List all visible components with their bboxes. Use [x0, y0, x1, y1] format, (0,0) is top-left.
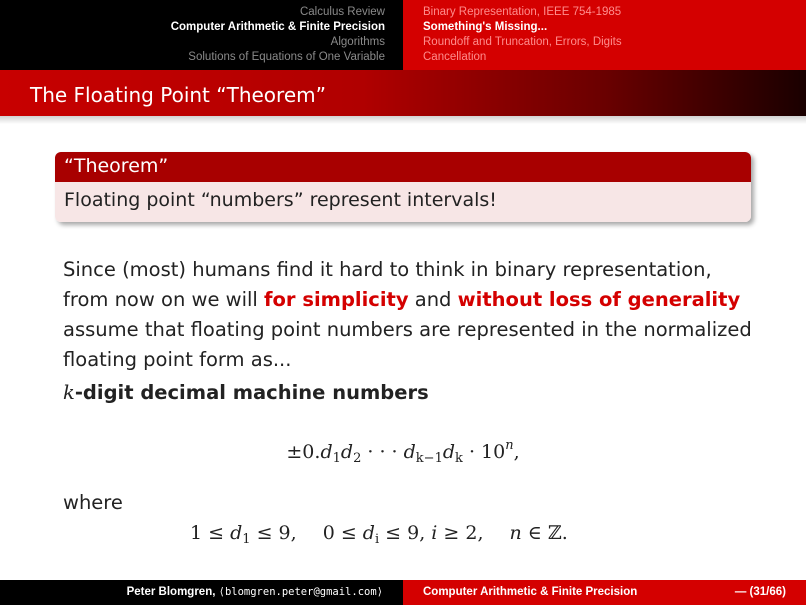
- theorem-block-title: “Theorem”: [55, 152, 751, 182]
- nav-section-computer-arithmetic[interactable]: Computer Arithmetic & Finite Precision: [170, 21, 385, 33]
- eq1-sign: ±0.: [286, 441, 321, 463]
- section-nav: [0, 0, 403, 70]
- nav-subsection-binary-representation[interactable]: Binary Representation, IEEE 754-1985: [423, 6, 622, 18]
- eq1-exponent: n: [505, 438, 514, 453]
- eq1-times-ten: · 10: [462, 441, 506, 463]
- eq1-subk: k: [455, 451, 463, 466]
- eq2-c2-sub: i: [374, 532, 380, 547]
- alert-without-loss-of-generality: without loss of generality: [457, 288, 741, 311]
- title-shadow: [0, 116, 806, 124]
- footer-title: Computer Arithmetic & Finite Precision: [423, 586, 638, 598]
- eq1-dots: · · ·: [361, 441, 404, 463]
- subsection-nav: [403, 0, 806, 70]
- body-paragraph: [63, 255, 753, 375]
- definition-text: -digit decimal machine numbers: [74, 381, 429, 404]
- nav-section-solutions-of-equations[interactable]: Solutions of Equations of One Variable: [188, 51, 385, 63]
- eq2-c2-rhs: ≤ 9,: [379, 522, 432, 544]
- eq1-comma: ,: [513, 441, 520, 463]
- paragraph-text-2: and: [408, 288, 458, 311]
- machine-number-formula: [0, 438, 806, 466]
- footer-page-number: — (31/66): [734, 586, 786, 598]
- eq2-c1-lhs: 1 ≤: [190, 522, 231, 544]
- nav-subsection-roundoff-truncation[interactable]: Roundoff and Truncation, Errors, Digits: [423, 36, 622, 48]
- eq2-c1-rhs: ≤ 9,: [250, 522, 297, 544]
- theorem-block: [55, 152, 751, 222]
- eq2-c4-var: n: [509, 522, 522, 544]
- eq1-sub1: 1: [332, 451, 341, 466]
- eq2-c1-sub: 1: [242, 532, 251, 547]
- eq1-sub2: 2: [353, 451, 362, 466]
- eq2-c2-lhs: 0 ≤: [322, 522, 363, 544]
- footer-author-name: Peter Blomgren,: [126, 586, 216, 598]
- theorem-block-body: Floating point “numbers” represent intervals!: [55, 182, 751, 222]
- alert-for-simplicity: for simplicity: [264, 288, 409, 311]
- footer-title-area: [403, 580, 806, 605]
- paragraph-text-1: Since (most) humans find it hard to think in binary representation, from now on we will: [63, 258, 712, 311]
- nav-subsection-cancellation[interactable]: Cancellation: [423, 51, 487, 63]
- eq1-subk1: k−1: [415, 451, 443, 466]
- eq1-d2: d: [340, 441, 354, 463]
- eq1-d1: d: [320, 441, 333, 463]
- footer: [0, 580, 806, 605]
- eq1-dk: d: [442, 441, 456, 463]
- eq2-c4-rhs: ∈ ℤ.: [521, 522, 568, 544]
- eq2-c3-rhs: ≥ 2,: [437, 522, 484, 544]
- eq2-c2-var: d: [362, 522, 375, 544]
- nav-section-algorithms[interactable]: Algorithms: [330, 36, 385, 48]
- footer-author: [0, 580, 403, 605]
- nav-section-calculus-review[interactable]: Calculus Review: [299, 6, 385, 18]
- frame-title-bar: [0, 70, 806, 116]
- eq2-c1-var: d: [230, 522, 243, 544]
- where-label: where: [63, 491, 123, 514]
- navigation-header: [0, 0, 806, 70]
- frame-title: The Floating Point “Theorem”: [30, 83, 326, 107]
- definition-line: [63, 381, 429, 404]
- paragraph-text-3: assume that floating point numbers are represented in the normalized floating point form as...: [63, 318, 752, 371]
- eq2-c3-var: i: [431, 522, 438, 544]
- nav-subsection-somethings-missing[interactable]: Something's Missing...: [423, 21, 548, 33]
- eq1-dk1: d: [403, 441, 416, 463]
- definition-k: k: [63, 381, 75, 404]
- digit-constraints-formula: [190, 522, 568, 547]
- footer-author-email: ⟨blomgren.peter@gmail.com⟩: [218, 586, 383, 598]
